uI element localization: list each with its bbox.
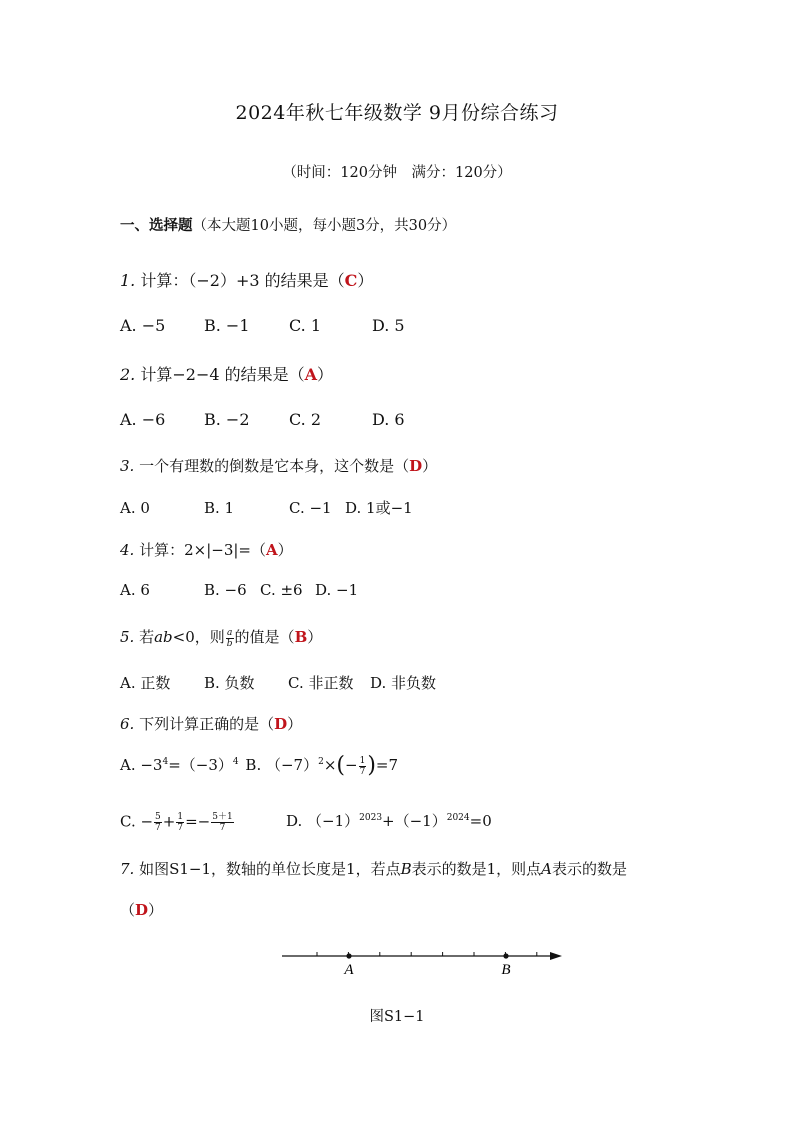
- point-b-label: B: [501, 962, 511, 978]
- question-2-options: [120, 410, 405, 429]
- option-d-exponent-1: 2023: [359, 813, 383, 823]
- option-a: A. 0: [120, 499, 150, 517]
- page-title: 2024年秋七年级数学 9月份综合练习: [235, 102, 559, 124]
- option-c: C. 非正数: [288, 674, 354, 692]
- left-paren: (: [336, 753, 345, 778]
- point-b-dot: [503, 953, 508, 958]
- question-stem-end: ）: [277, 541, 293, 559]
- fraction-sum: [211, 812, 233, 833]
- question-number: 3.: [120, 457, 135, 475]
- fraction-one-seventh: [176, 812, 184, 833]
- fraction-denominator: 7: [177, 822, 184, 833]
- fraction-denominator: 7: [359, 766, 366, 777]
- option-b-result: =7: [375, 756, 399, 774]
- option-d-base: D. （−1）: [286, 812, 360, 830]
- option-a-exponent-2: 4: [232, 757, 239, 767]
- question-5: [120, 626, 322, 649]
- option-b: B. −1: [204, 316, 250, 335]
- question-number: 1.: [120, 271, 136, 290]
- question-stem-a: 若: [139, 628, 155, 646]
- question-5-options: [120, 672, 436, 693]
- fraction-denominator: b: [226, 638, 233, 649]
- point-a-label: A: [344, 962, 354, 978]
- question-number: 4.: [120, 541, 135, 559]
- question-stem: 一个有理数的倒数是它本身，这个数是（: [139, 457, 410, 475]
- question-2: [120, 362, 333, 385]
- question-6: [120, 713, 302, 734]
- answer: A: [304, 365, 318, 384]
- right-paren: ): [367, 753, 376, 778]
- question-stem-end: ）: [307, 628, 323, 646]
- option-a: A. −6: [120, 410, 166, 429]
- question-number: 6.: [120, 715, 135, 733]
- section-heading: [120, 214, 456, 235]
- question-4-options: [120, 581, 358, 599]
- question-7-answer-line: [120, 899, 163, 920]
- answer-open: （: [120, 901, 136, 919]
- question-stem-end: ）: [357, 271, 374, 290]
- option-b: B. 负数: [204, 674, 255, 692]
- option-c: C. ±6: [260, 581, 303, 599]
- option-b-times: ×: [323, 756, 337, 774]
- option-d-exponent-2: 2024: [446, 813, 470, 823]
- exam-info: （时间：120分钟 满分：120分）: [282, 165, 512, 181]
- option-c: C. 2: [289, 410, 322, 429]
- option-a-exponent-1: 4: [162, 757, 169, 767]
- question-stem-end: ）: [317, 365, 334, 384]
- option-d: D. 6: [372, 410, 405, 429]
- option-c: C. −1: [289, 499, 332, 517]
- answer: A: [266, 541, 278, 559]
- point-a-dot: [346, 953, 351, 958]
- option-c: [120, 812, 286, 833]
- question-7: [120, 858, 627, 879]
- option-d: D. 非负数: [370, 674, 437, 692]
- question-stem: 计算−2−4 的结果是（: [140, 365, 305, 384]
- variable-a: A: [541, 860, 552, 878]
- variable-b: B: [400, 860, 412, 878]
- fraction-denominator: 7: [219, 822, 226, 833]
- option-b: B. −2: [204, 410, 250, 429]
- question-1-options: [120, 316, 405, 335]
- fraction-one-seventh: [359, 756, 367, 777]
- variable-ab: ab: [154, 628, 173, 646]
- option-b: B. 1: [204, 499, 235, 517]
- fraction-a-over-b: [226, 628, 234, 649]
- question-stem-b: 表示的数是1，则点: [411, 860, 542, 878]
- question-6-options-cd: [120, 810, 492, 833]
- answer: C: [344, 271, 358, 290]
- question-6-options-ab: [120, 754, 398, 777]
- option-d: [286, 812, 492, 830]
- option-b-base: B. （−7）: [245, 756, 319, 774]
- figure-caption: 图S1−1: [369, 1009, 425, 1025]
- option-d: D. 5: [372, 316, 405, 335]
- number-line-figure: [270, 940, 570, 985]
- question-number: 2.: [120, 365, 136, 384]
- option-a: [120, 756, 239, 774]
- section-title: 一、选择题: [120, 217, 193, 234]
- question-3: [120, 455, 437, 476]
- fraction-numerator: 1: [359, 755, 366, 766]
- option-d-plus: +（−1）: [382, 812, 447, 830]
- option-a: A. 正数: [120, 674, 171, 692]
- answer-close: ）: [148, 901, 164, 919]
- question-3-options: [120, 497, 413, 518]
- option-c-equals: =−: [185, 812, 211, 830]
- section-note: （本大题10小题，每小题3分，共30分）: [192, 218, 457, 234]
- question-stem-end: ）: [287, 715, 303, 733]
- option-b-exponent: 2: [318, 757, 324, 767]
- fraction-numerator: 5＋1: [212, 811, 233, 822]
- fraction-five-sevenths: [154, 812, 162, 833]
- question-number: 5.: [120, 628, 135, 646]
- question-stem: 计算：2×|−3|=（: [139, 541, 266, 559]
- question-4: [120, 539, 293, 560]
- fraction-numerator: a: [226, 627, 233, 638]
- fraction-denominator: 7: [155, 822, 161, 833]
- option-d: D. 1或−1: [345, 499, 413, 517]
- option-a: A. 6: [120, 581, 150, 599]
- question-stem-c: 表示的数是: [552, 860, 628, 878]
- question-stem-b: <0，则: [172, 628, 225, 646]
- option-d: D. −1: [315, 581, 359, 599]
- question-number: 7.: [120, 860, 135, 878]
- option-c: C. 1: [289, 316, 322, 335]
- question-stem: 下列计算正确的是（: [139, 715, 275, 733]
- option-a: A. −5: [120, 316, 166, 335]
- answer: D: [409, 457, 423, 475]
- option-c-plus: +: [162, 812, 176, 830]
- option-c-label: C. −: [120, 812, 154, 830]
- question-stem-end: ）: [422, 457, 438, 475]
- option-b: B. −6: [204, 581, 247, 599]
- question-1: [120, 268, 373, 291]
- fraction-numerator: 5: [155, 811, 161, 822]
- question-stem: 计算：（−2）+3 的结果是（: [140, 271, 345, 290]
- option-d-result: =0: [469, 812, 492, 830]
- answer: D: [135, 901, 149, 919]
- option-b: [245, 753, 399, 778]
- question-stem-c: 的值是（: [234, 628, 295, 646]
- question-stem-a: 如图S1−1，数轴的单位长度是1，若点: [139, 860, 401, 878]
- option-b-minus: −: [345, 756, 358, 774]
- option-a-base: A. −3: [120, 756, 163, 774]
- option-a-rhs: =（−3）: [168, 756, 233, 774]
- answer: D: [274, 715, 288, 733]
- answer: B: [294, 628, 308, 646]
- fraction-numerator: 1: [177, 811, 184, 822]
- number-line-arrow: [550, 952, 562, 960]
